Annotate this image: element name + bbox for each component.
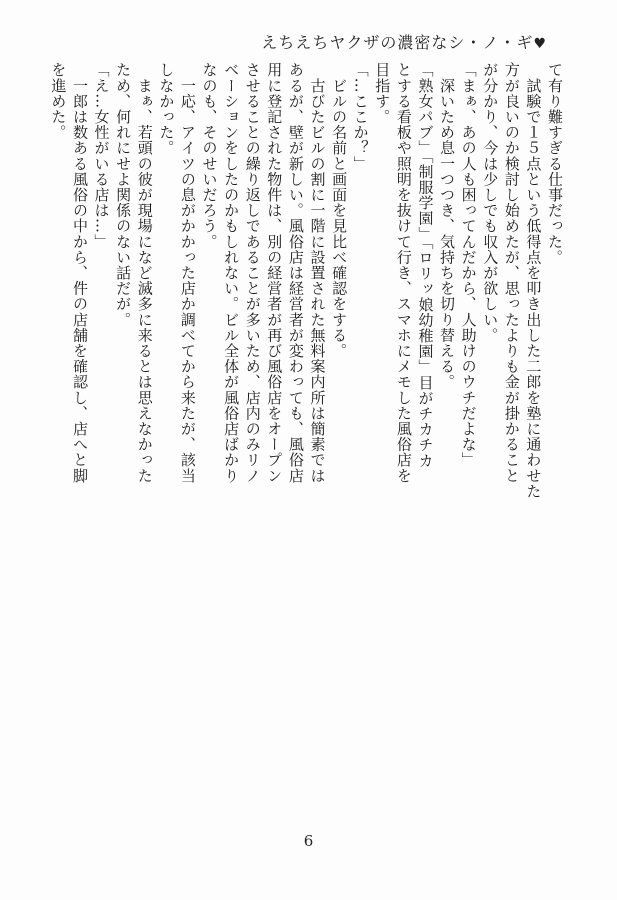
text-line: が分かり、今は少しでも収入が欲しい。 xyxy=(481,62,500,343)
text-line: まぁ、若頭の彼が現場になど滅多に来るとは思えなかった xyxy=(135,62,154,484)
text-line: 方が良いのか検討し始めたが、思ったよりも金が掛かること xyxy=(502,62,521,484)
heart-icon: ♥ xyxy=(533,36,547,52)
text-line: とする看板や照明を抜けて行き、スマホにメモした風俗店を xyxy=(394,62,413,484)
text-line: 深いため息一つつき、気持ちを切り替える。 xyxy=(438,62,457,390)
body-text xyxy=(49,62,565,582)
text-line: 「…ここか？」 xyxy=(351,62,370,172)
text-line: て有り難すぎる仕事だった。 xyxy=(546,62,564,265)
text-line: ビルの名前と画面を見比べ確認をする。 xyxy=(330,62,349,359)
text-line: 用に登記された物件は、別の経営者が再び風俗店をオープン xyxy=(265,62,284,484)
text-line: 一郎は数ある風俗の中から、件の店舗を確認し、店へと脚 xyxy=(70,62,89,484)
page-number: 6 xyxy=(303,832,314,850)
running-header-title: えちえちヤクザの濃密なシ・ノ・ギ xyxy=(261,33,534,52)
text-line: を進めた。 xyxy=(49,62,68,140)
text-line: 「まぁ、あの人も困ってんだから、人助けのウチだよな」 xyxy=(459,62,478,468)
text-line: しなかった。 xyxy=(157,62,176,156)
text-line: あるが、壁が新しい。風俗店は経営者が変わっても、風俗店 xyxy=(286,62,305,484)
text-line: 「熟女パブ」「制服学園」「ロリッ娘幼稚園」目がチカチカ xyxy=(416,62,435,469)
text-line: させることの繰り返しであることが多いため、店内のみリノ xyxy=(243,62,262,484)
text-line: ベーションをしたのかもしれない。ビル全体が風俗店ばかり xyxy=(222,62,241,484)
text-line: 一応、アイツの息がかかった店か調べてから来たが、該当 xyxy=(178,62,197,484)
text-line: 試験で１５点という低得点を叩き出した二郎を塾に通わせた xyxy=(524,62,543,499)
text-line: 「え…女性がいる店は…」 xyxy=(92,62,111,250)
text-line: 古びたビルの割に一階に設置された無料案内所は簡素では xyxy=(308,62,327,484)
text-line: なのも、そのせいだろう。 xyxy=(200,62,219,250)
text-line: ため、何れにせよ関係のない話だが。 xyxy=(114,62,133,328)
running-header xyxy=(261,30,547,53)
text-line: 目指す。 xyxy=(373,62,392,125)
